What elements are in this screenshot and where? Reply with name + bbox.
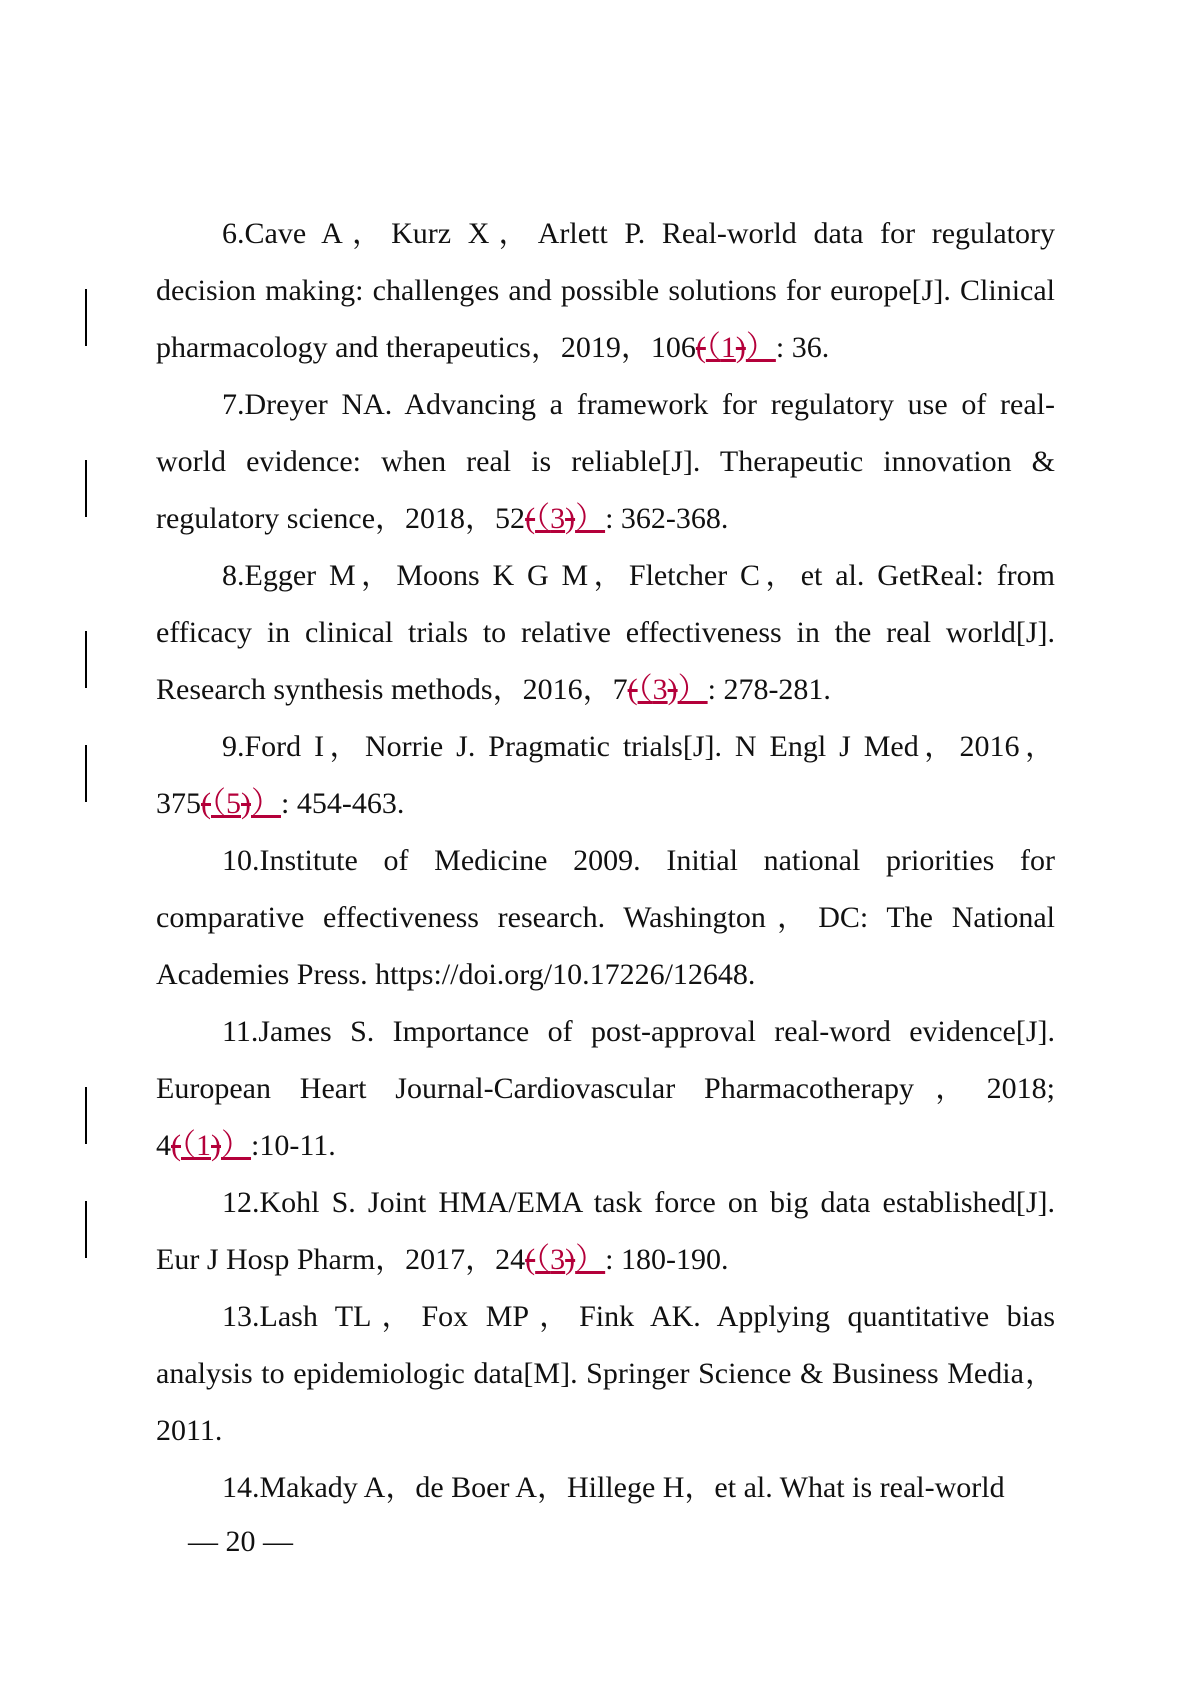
reference-item: 8.Egger M，Moons K G M，Fletcher C，et al. GetReal: from efficacy in clinical trials to relative effectiveness in the real world[J]. Research synthesis methods，2016，7(（3)）: 278-281. — [156, 559, 1055, 706]
reference-item: 10.Institute of Medicine 2009. Initial national priorities for comparative effectiveness research. Washington，DC: The National Academies Press. https://doi.org/10.17226/12648. — [156, 844, 1055, 991]
reference-item: 13.Lash TL，Fox MP，Fink AK. Applying quantitative bias analysis to epidemiologic data[M]. Springer Science & Business Media，2011. — [156, 1300, 1055, 1447]
inserted-paren: ） — [745, 331, 776, 364]
deleted-paren: ( — [627, 673, 638, 706]
inserted-paren: ） — [575, 502, 606, 535]
issue-number: 5 — [226, 787, 241, 820]
change-bar — [85, 460, 87, 517]
deleted-paren: ) — [735, 331, 746, 364]
change-bar — [85, 1201, 87, 1258]
inserted-paren: （ — [535, 502, 551, 535]
issue-number: 1 — [196, 1129, 211, 1162]
reference-item: 7.Dreyer NA. Advancing a framework for regulatory use of real-world evidence: when real is reliable[J]. Therapeutic innovation & regulatory science，2018，52(（3)）: 362-368. — [156, 388, 1055, 535]
inserted-paren: （ — [535, 1243, 551, 1276]
reference-list — [156, 205, 1055, 1516]
deleted-paren: ( — [525, 502, 536, 535]
deleted-paren: ( — [201, 787, 211, 820]
inserted-paren: （ — [637, 673, 653, 706]
reference-item: 11.James S. Importance of post-approval real-word evidence[J]. European Heart Journal-Cardiovascular Pharmacotherapy，2018; 4(（1)）:10-11. — [156, 1015, 1055, 1162]
issue-number: 1 — [720, 331, 736, 364]
deleted-paren: ) — [667, 673, 678, 706]
change-bar — [85, 289, 87, 346]
issue-number: 3 — [652, 673, 668, 706]
deleted-paren: ( — [695, 331, 706, 364]
deleted-paren: ) — [211, 1129, 221, 1162]
page-number: — 20 — — [188, 1525, 293, 1558]
change-bar — [85, 745, 87, 802]
deleted-paren: ) — [565, 502, 576, 535]
issue-number: 3 — [550, 1243, 566, 1276]
deleted-paren: ) — [565, 1243, 576, 1276]
change-bar — [85, 1087, 87, 1144]
reference-item: 12.Kohl S. Joint HMA/EMA task force on big data established[J]. Eur J Hosp Pharm，2017，24(（3)）: 180-190. — [156, 1186, 1055, 1276]
reference-item: 14.Makady A，de Boer A，Hillege H，et al. What is real-world — [222, 1471, 1005, 1504]
inserted-paren: （ — [181, 1129, 196, 1162]
inserted-paren: ） — [221, 1129, 251, 1162]
inserted-paren: （ — [705, 331, 721, 364]
inserted-paren: ） — [575, 1243, 606, 1276]
inserted-paren: ） — [251, 787, 281, 820]
reference-item: 9.Ford I，Norrie J. Pragmatic trials[J]. N Engl J Med，2016，375(（5)）: 454-463. — [156, 730, 1055, 820]
reference-item: 6.Cave A，Kurz X，Arlett P. Real-world data for regulatory decision making: challenges and possible solutions for europe[J]. Clinical pharmacology and therapeutics，2019，106(（1)）: 36. — [156, 217, 1055, 364]
deleted-paren: ( — [525, 1243, 536, 1276]
inserted-paren: （ — [211, 787, 226, 820]
inserted-paren: ） — [677, 673, 708, 706]
deleted-paren: ( — [171, 1129, 181, 1162]
issue-number: 3 — [550, 502, 566, 535]
change-bar — [85, 631, 87, 688]
deleted-paren: ) — [241, 787, 251, 820]
